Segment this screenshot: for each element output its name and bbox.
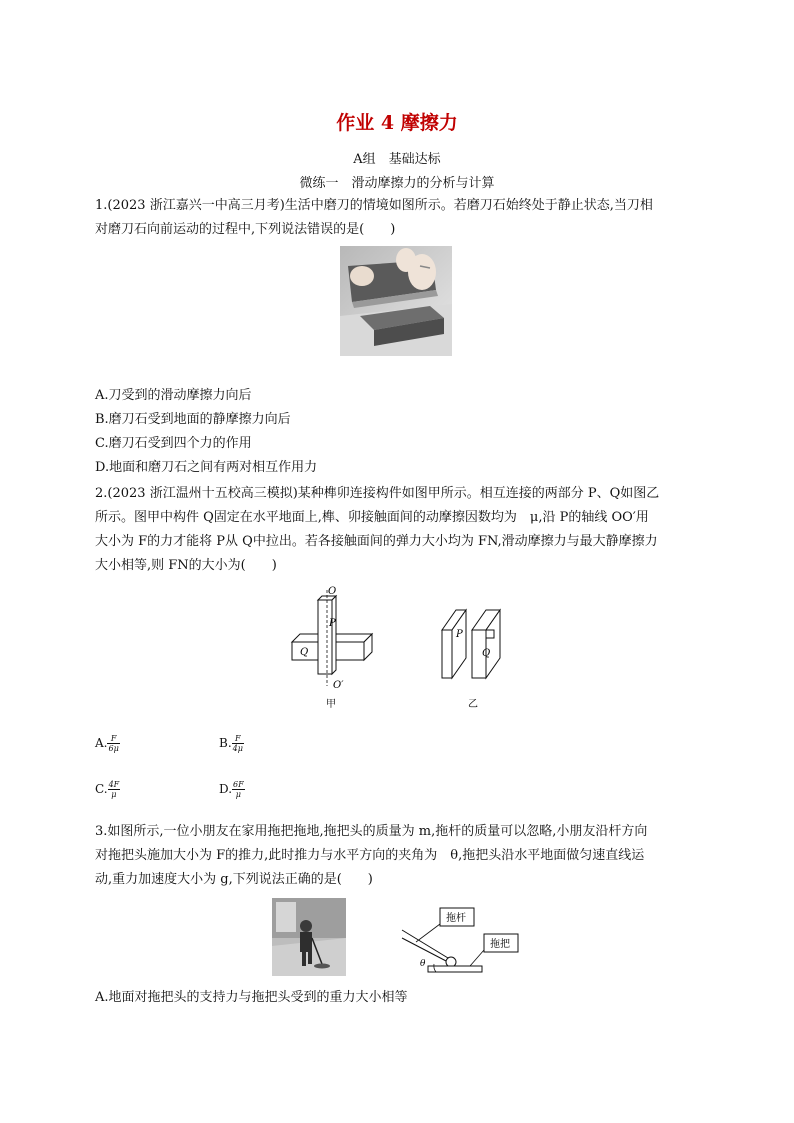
section-heading: 微练一 滑动摩擦力的分析与计算 xyxy=(299,176,495,191)
q2-option-a: A. $\frac{F}{6\mu}$ xyxy=(95,734,119,753)
label-p-jia: P xyxy=(329,618,336,629)
q3-stem-line1: 3.如图所示,一位小朋友在家用拖把拖地,拖把头的质量为 m,拖杆的质量可以忽略,小朋友沿杆方向 xyxy=(95,824,648,839)
q1-stem-line2: 对磨刀石向前运动的过程中,下列说法错误的是( ) xyxy=(95,222,396,237)
q2-stem-line2: 所示。图甲中构件 Q固定在水平地面上,榫、卯接触面间的动摩擦因数均为 μ,沿 P的轴线 OO′用 xyxy=(95,510,649,525)
mop-force-diagram xyxy=(398,900,524,976)
label-o: O xyxy=(328,586,337,597)
knife-sharpening-photo xyxy=(340,246,452,356)
q2-stem-line1: 2.(2023 浙江温州十五校高三模拟)某种榫卯连接构件如图甲所示。相互连接的两部分 P、Q如图乙 xyxy=(95,486,660,501)
mortise-tenon-figure-jia xyxy=(280,582,380,710)
page-title: 作业 4 摩擦力 xyxy=(336,112,458,134)
q2-option-d: D. $\frac{6F}{\mu}$ xyxy=(219,780,244,799)
mortise-tenon-figure-yi xyxy=(436,600,516,710)
q2-stem-line4: 大小相等,则 FN的大小为( ) xyxy=(95,558,277,573)
q3-stem-line3: 动,重力加速度大小为 g,下列说法正确的是( ) xyxy=(95,872,373,887)
group-heading: A组 基础达标 xyxy=(353,152,441,167)
q2-stem-line3: 大小为 F的力才能将 P从 Q中拉出。若各接触面间的弹力大小均为 FN,滑动摩擦力与最大静摩擦力 xyxy=(95,534,658,549)
q3-option-a: A.地面对拖把头的支持力与拖把头受到的重力大小相等 xyxy=(95,990,408,1005)
label-tuogan: 拖杆 xyxy=(446,913,466,924)
caption-yi: 乙 xyxy=(468,699,478,710)
label-p-yi: P xyxy=(456,629,463,640)
label-tuoba: 拖把 xyxy=(490,939,510,950)
q1-stem-line1: 1.(2023 浙江嘉兴一中高三月考)生活中磨刀的情境如图所示。若磨刀石始终处于静止状态,当刀相 xyxy=(95,198,653,213)
q2-option-b: B. $\frac{F}{4\mu}$ xyxy=(219,734,243,753)
q1-option-d: D.地面和磨刀石之间有两对相互作用力 xyxy=(95,460,318,475)
label-q-yi: Q xyxy=(482,648,491,659)
label-theta: θ xyxy=(420,959,426,969)
q1-option-b: B.磨刀石受到地面的静摩擦力向后 xyxy=(95,412,291,427)
q3-stem-line2: 对拖把头施加大小为 F的推力,此时推力与水平方向的夹角为 θ,拖把头沿水平地面做匀速直线运 xyxy=(95,848,645,863)
q2-option-c: C. $\frac{4F}{\mu}$ xyxy=(95,780,120,799)
label-o-prime: O′ xyxy=(333,680,344,691)
label-q-jia: Q xyxy=(300,647,309,658)
child-mopping-photo xyxy=(272,898,346,976)
q1-option-c: C.磨刀石受到四个力的作用 xyxy=(95,436,252,451)
caption-jia: 甲 xyxy=(326,699,336,710)
q1-option-a: A.刀受到的滑动摩擦力向后 xyxy=(95,388,252,403)
